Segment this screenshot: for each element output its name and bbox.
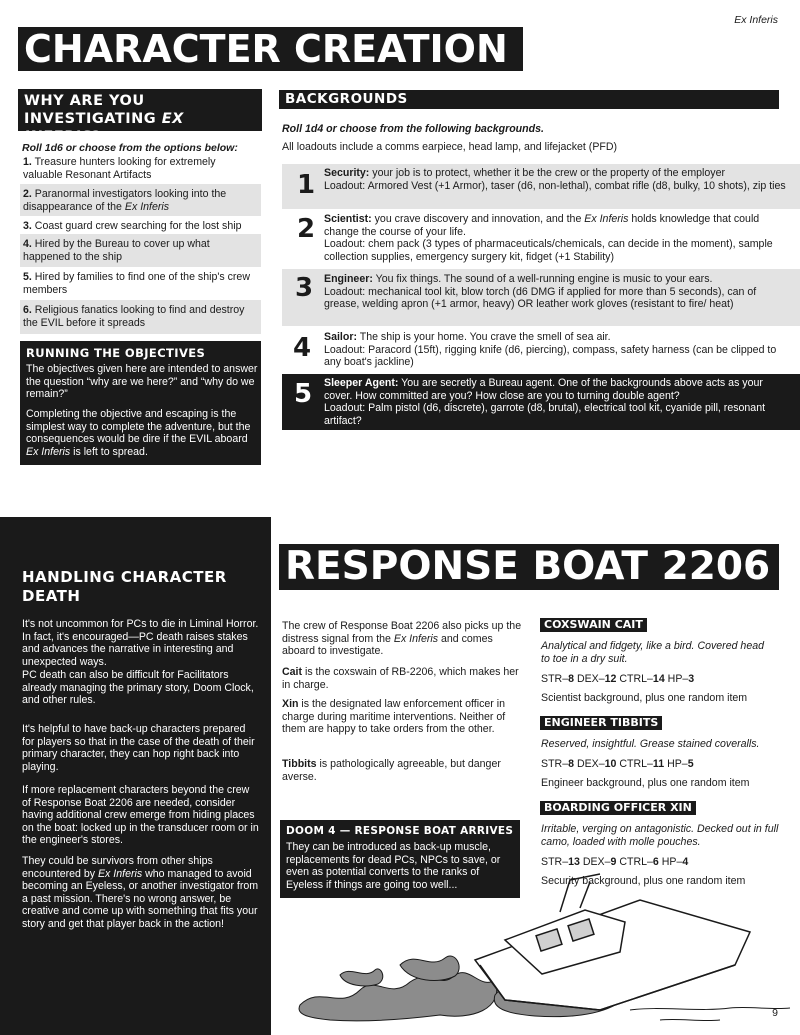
npc-card-coxswain-cait (540, 618, 790, 708)
background-item-scientist: 2 Scientist: you crave discovery and innovation, and the Ex Inferis holds knowledge that could change the course of your life. Loadout: chem pack (3 types of pharmaceuticals/chemicals, can decide in the moment), sample collection supplies, emergency surgery kit, fidget (+1 Stability) (297, 213, 773, 263)
list-item: 2. Paranormal investigators looking into the disappearance of the Ex Inferis (20, 184, 261, 216)
background-number: 2 (297, 214, 316, 244)
death-p5: They could be survivors from other ships encountered by Ex Inferis who managed to avoid becoming an Eyeless, or another investigator from a past mission. There's no wrong answer, be creative and come up with something that fits your story and get that player back in the action! (22, 855, 259, 930)
running-objectives-title: RUNNING THE OBJECTIVES (26, 346, 206, 360)
running-objectives-box (20, 341, 261, 465)
npc-description: Reserved, insightful. Grease stained coveralls. (541, 738, 760, 750)
list-item: 3. Coast guard crew searching for the lost ship (23, 220, 242, 232)
backgrounds-intro: Roll 1d4 or choose from the following backgrounds. (282, 123, 544, 135)
page-number: 9 (772, 1007, 778, 1019)
why-title-line1: WHY ARE YOU (24, 93, 145, 109)
death-p1: It's not uncommon for PCs to die in Liminal Horror. In fact, it's encouraged—PC death raises stakes and advances the narrative in interesting and unexpected ways. (22, 618, 259, 668)
npc-description: Analytical and fidgety, like a bird. Covered head to toe in a dry suit. (541, 640, 764, 665)
npc-title: COXSWAIN CAIT (540, 618, 647, 632)
response-boat-title: RESPONSE BOAT 2206 (279, 544, 779, 590)
background-number: 4 (293, 333, 312, 363)
background-item-security: 1 Security: your job is to protect, whether it be the crew or the property of the employer Loadout: Armored Vest (+1 Armor), taser (d6, non-lethal), combat rifle (d8, bulky, 10 shots), zip ties (282, 164, 800, 209)
background-number: 5 (294, 379, 313, 409)
running-objectives-p1: The objectives given here are intended to answer the question “why are we here?” and “why do we remain?” (26, 363, 258, 401)
character-death-panel (0, 517, 271, 1035)
list-item: 4. Hired by the Bureau to cover up what happened to the ship (20, 234, 261, 267)
npc-stats: STR–8 DEX–12 CTRL–14 HP–3 (541, 673, 695, 685)
why-title-line2: INVESTIGATING EX INFERIS? (24, 111, 184, 145)
doom-text: They can be introduced as back-up muscle, replacements for dead PCs, NPCs to save, or even as potential converts to the ranks of Eyeless if things are going too well... (286, 841, 501, 891)
why-options-list (20, 155, 261, 335)
death-p2: PC death can also be difficult for Facilitators already managing the primary story, Doom Clock, and other rules. (22, 669, 254, 707)
npc-title: ENGINEER TIBBITS (540, 716, 662, 730)
background-item-sailor: 4 Sailor: The ship is your home. You crave the smell of sea air. Loadout: Paracord (15ft), rigging knife (d6, piercing), compass, safety harness (can be clipped to any boat's jackline) (293, 331, 777, 369)
list-item: 5. Hired by families to find one of the ship's crew members (23, 271, 250, 296)
background-number: 1 (297, 170, 316, 200)
character-death-title: HANDLING CHARACTER DEATH (22, 568, 227, 605)
boat-mast (560, 874, 600, 912)
npc-background: Scientist background, plus one random item (541, 692, 748, 704)
npc-background: Engineer background, plus one random item (541, 777, 750, 789)
background-item-engineer: 3 Engineer: You fix things. The sound of a well-running engine is music to your ears. Loadout: mechanical tool kit, blow torch (d6 DMG if applied for more than 5 seconds), can of grease, welding apron (+1 armor, heavy) OR leather work gloves (resistant to fire/ heat) (282, 269, 800, 326)
background-item-sleeper-agent: 5 Sleeper Agent: You are secretly a Bureau agent. One of the backgrounds above acts as your cover. How committed are you? How close are you to turning double agent? Loadout: Palm pistol (d6, discrete), garrote (d8, brutal), electrical tool kit, cyanide pill, resonant artifact? (282, 374, 800, 430)
backgrounds-loadout-note: All loadouts include a comms earpiece, head lamp, and lifejacket (PFD) (282, 141, 618, 153)
list-item: 6. Religious fanatics looking to find and destroy the EVIL before it spreads (20, 300, 261, 334)
response-boat-illustration (280, 870, 800, 1035)
running-objectives-p2: Completing the objective and escaping is the simplest way to complete the adventure, but the consequences would be dire if the EVIL aboard Ex Inferis is left to spread. (26, 408, 251, 458)
boat-p4: Tibbits is pathologically agreeable, but danger averse. (282, 758, 501, 783)
death-p4: If more replacement characters beyond the crew of Response Boat 2206 are needed, consider having additional crew emerge from hiding places on the boat: locked up in the transducer room or in the engineer's stores. (22, 784, 259, 847)
backgrounds-title: BACKGROUNDS (279, 90, 779, 109)
background-number: 3 (295, 273, 314, 303)
death-p3: It's helpful to have back-up characters prepared for players so that in the case of the death of their primary character, they can hop right back into playing. (22, 723, 255, 773)
npc-card-engineer-tibbits (540, 716, 790, 796)
why-title (18, 89, 262, 145)
npc-background: Security background, plus one random item (541, 875, 746, 887)
page-title: CHARACTER CREATION (18, 27, 523, 71)
npc-title: BOARDING OFFICER XIN (540, 801, 696, 815)
boat-p2: Cait is the coxswain of RB-2206, which makes her in charge. (282, 666, 519, 691)
npc-description: Irritable, verging on antagonistic. Decked out in full camo, loaded with molle pouches. (541, 823, 779, 848)
doom-title: DOOM 4 — RESPONSE BOAT ARRIVES (286, 825, 514, 837)
running-head: Ex Inferis (734, 14, 778, 26)
npc-stats: STR–13 DEX–9 CTRL–6 HP–4 (541, 856, 689, 868)
boat-p3: Xin is the designated law enforcement officer in charge during maritime interventions. Neither of them are happy to take orders from the other. (282, 698, 506, 736)
list-item: 1. Treasure hunters looking for extremely valuable Resonant Artifacts (23, 156, 216, 181)
waterline (630, 1007, 790, 1020)
why-intro: Roll 1d6 or choose from the options below: (22, 142, 238, 154)
boat-hull (475, 900, 750, 1010)
boat-p1: The crew of Response Boat 2206 also picks up the distress signal from the Ex Inferis and comes aboard to investigate. (282, 620, 522, 658)
npc-stats: STR–8 DEX–10 CTRL–11 HP–5 (541, 758, 694, 770)
